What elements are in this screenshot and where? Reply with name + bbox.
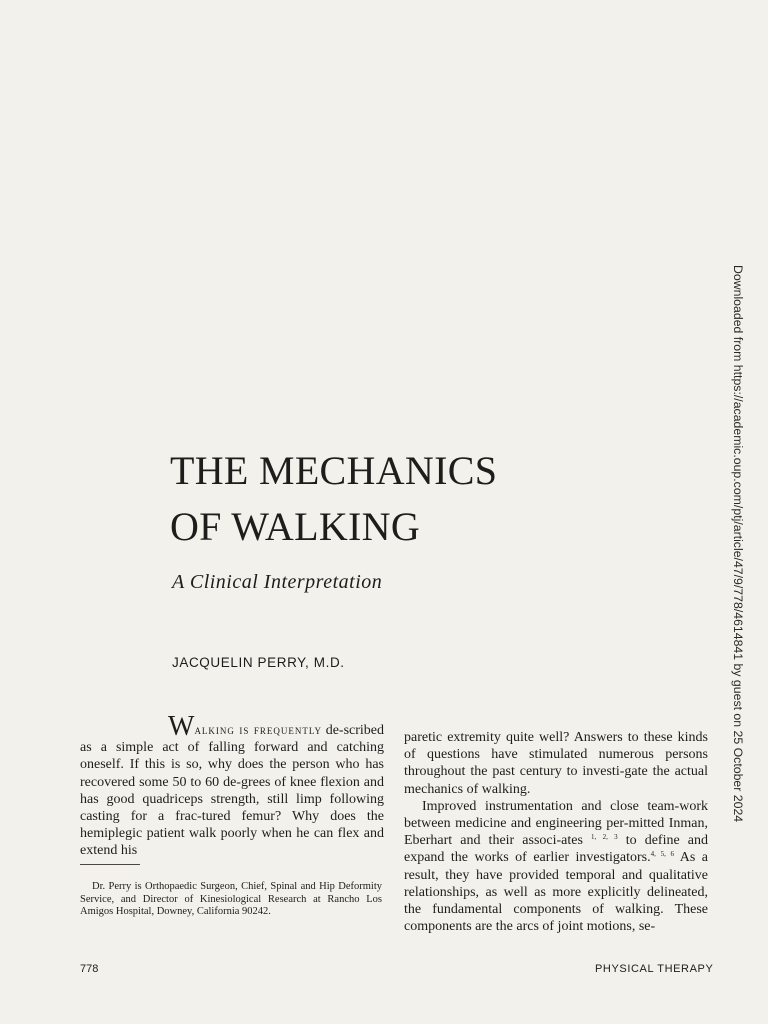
lead-in-small-caps: alking is frequently bbox=[194, 722, 322, 737]
body-left-text: de-scribed as a simple act of falling forward and catching oneself. If this is so, why does the person who has recovered some 50 to 60 de-grees of knee flexion and has good quadriceps strength, still limp following casting for a frac-tured femur? Why does the hemiplegic patient walk poorly when he can flex and extend his bbox=[80, 723, 384, 859]
body-column-right bbox=[404, 729, 708, 935]
author-byline: JACQUELIN PERRY, M.D. bbox=[172, 655, 345, 670]
article-subtitle: A Clinical Interpretation bbox=[172, 571, 383, 593]
article-title bbox=[170, 443, 590, 555]
title-line-1: THE MECHANICS bbox=[170, 448, 498, 493]
paragraph-2-text-b: to define and expand the works of earlier investigators. bbox=[404, 833, 708, 866]
citation-refs-4-6: 4, 5, 6 bbox=[650, 850, 675, 859]
body-column-left bbox=[80, 711, 384, 860]
paragraph-2-text-c: As a result, they have provided temporal and qualitative relationships, as well as more explicitly delineated, the fundamental components of walking. These components are the arcs of joint motions, se- bbox=[404, 850, 708, 935]
body-right-paragraph-2 bbox=[404, 798, 708, 936]
journal-name: PHYSICAL THERAPY bbox=[595, 963, 714, 975]
footnote-divider bbox=[80, 864, 140, 865]
page-number: 778 bbox=[80, 963, 99, 975]
title-line-2: OF WALKING bbox=[170, 504, 421, 549]
paragraph-2-text-a: Improved instrumentation and close team-work between medicine and engineering per-mitted Inman, Eberhart and their associ-ates bbox=[404, 798, 708, 849]
download-watermark: Downloaded from https://academic.oup.com/ptj/article/47/9/778/4614841 by guest on 25 October 2024 bbox=[731, 265, 745, 823]
author-footnote: Dr. Perry is Orthopaedic Surgeon, Chief, Spinal and Hip Deformity Service, and Director of Kinesiological Research at Rancho Los Amigos Hospital, Downey, California 90242. bbox=[80, 881, 382, 918]
drop-cap: W bbox=[168, 711, 195, 742]
body-right-paragraph-1: paretic extremity quite well? Answers to these kinds of questions have stimulated numerous persons throughout the past century to investi-gate the actual mechanics of walking. bbox=[404, 730, 708, 797]
citation-refs-1-3: 1, 2, 3 bbox=[591, 833, 618, 842]
